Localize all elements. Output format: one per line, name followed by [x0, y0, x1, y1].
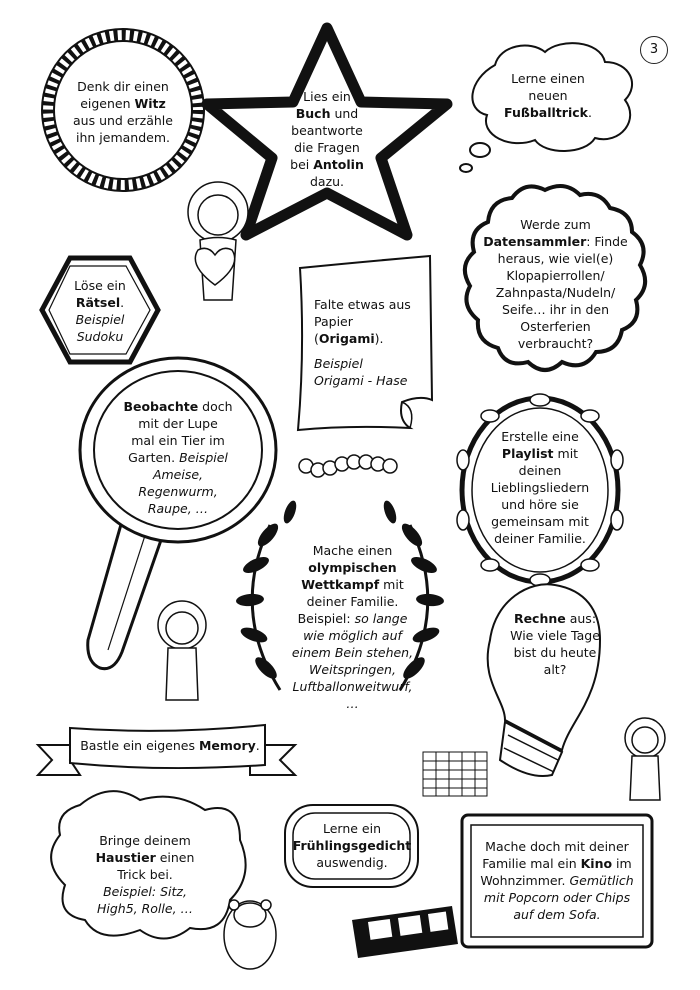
card-joke: Denk dir einen eigenen Witz aus und erzähle ihn jemandem.	[73, 79, 173, 145]
card-calculate: Rechne aus: Wie viele Tage bist du heute alt?	[510, 611, 600, 677]
card-pet: Bringe deinem Haustier einen Trick bei. Beispiel: Sitz, High5, Rolle, …	[95, 833, 195, 916]
hamster-icon	[224, 900, 276, 969]
film-strip-icon	[352, 906, 458, 958]
card-magnifier: Beobachte doch mit der Lupe mal ein Tier im Garten. Beispiel Ameise, Regenwurm, Raupe, …	[123, 399, 233, 516]
card-book: Lies ein Buch und beantworte die Fragen bei Antolin dazu.	[290, 89, 364, 189]
card-playlist: Erstelle eine Playlist mit deinen Lieblingsliedern und höre sie gemeinsam mit deiner Familie.	[490, 429, 590, 546]
lion-mascot-icon-2	[158, 601, 206, 700]
card-cinema: Mache doch mit deiner Familie mal ein Kino im Wohnzimmer. Gemütlich mit Popcorn oder Chips auf dem Sofa.	[480, 839, 634, 922]
lion-mascot-icon-3	[625, 718, 665, 800]
card-data-collector: Werde zum Datensammler: Finde heraus, wie viel(e) Klopapierrollen/ Zahnpasta/Nudeln/ Seife… ihr in den Osterferien verbraucht?	[483, 217, 628, 351]
card-puzzle: Löse ein Rätsel. Beispiel Sudoku	[74, 278, 126, 344]
calendar-icon	[423, 752, 487, 796]
card-poem: Lerne ein Frühlingsgedicht auswendig.	[292, 821, 412, 870]
card-memory: Bastle ein eigenes Memory.	[80, 738, 260, 753]
lion-mascot-icon	[188, 182, 248, 300]
card-football: Lerne einen neuen Fußballtrick.	[504, 71, 592, 120]
card-origami: Falte etwas aus Papier (Origami). Beispiel Origami - Hase	[314, 297, 411, 388]
card-competition: Mache einen olympischen Wettkampf mit deiner Familie. Beispiel: so lange wie möglich auf einem Bein stehen, Weitspringen, Luftballonweitwurf, …	[291, 543, 414, 711]
page-number: 3	[640, 36, 668, 64]
caterpillar-icon	[299, 455, 397, 477]
